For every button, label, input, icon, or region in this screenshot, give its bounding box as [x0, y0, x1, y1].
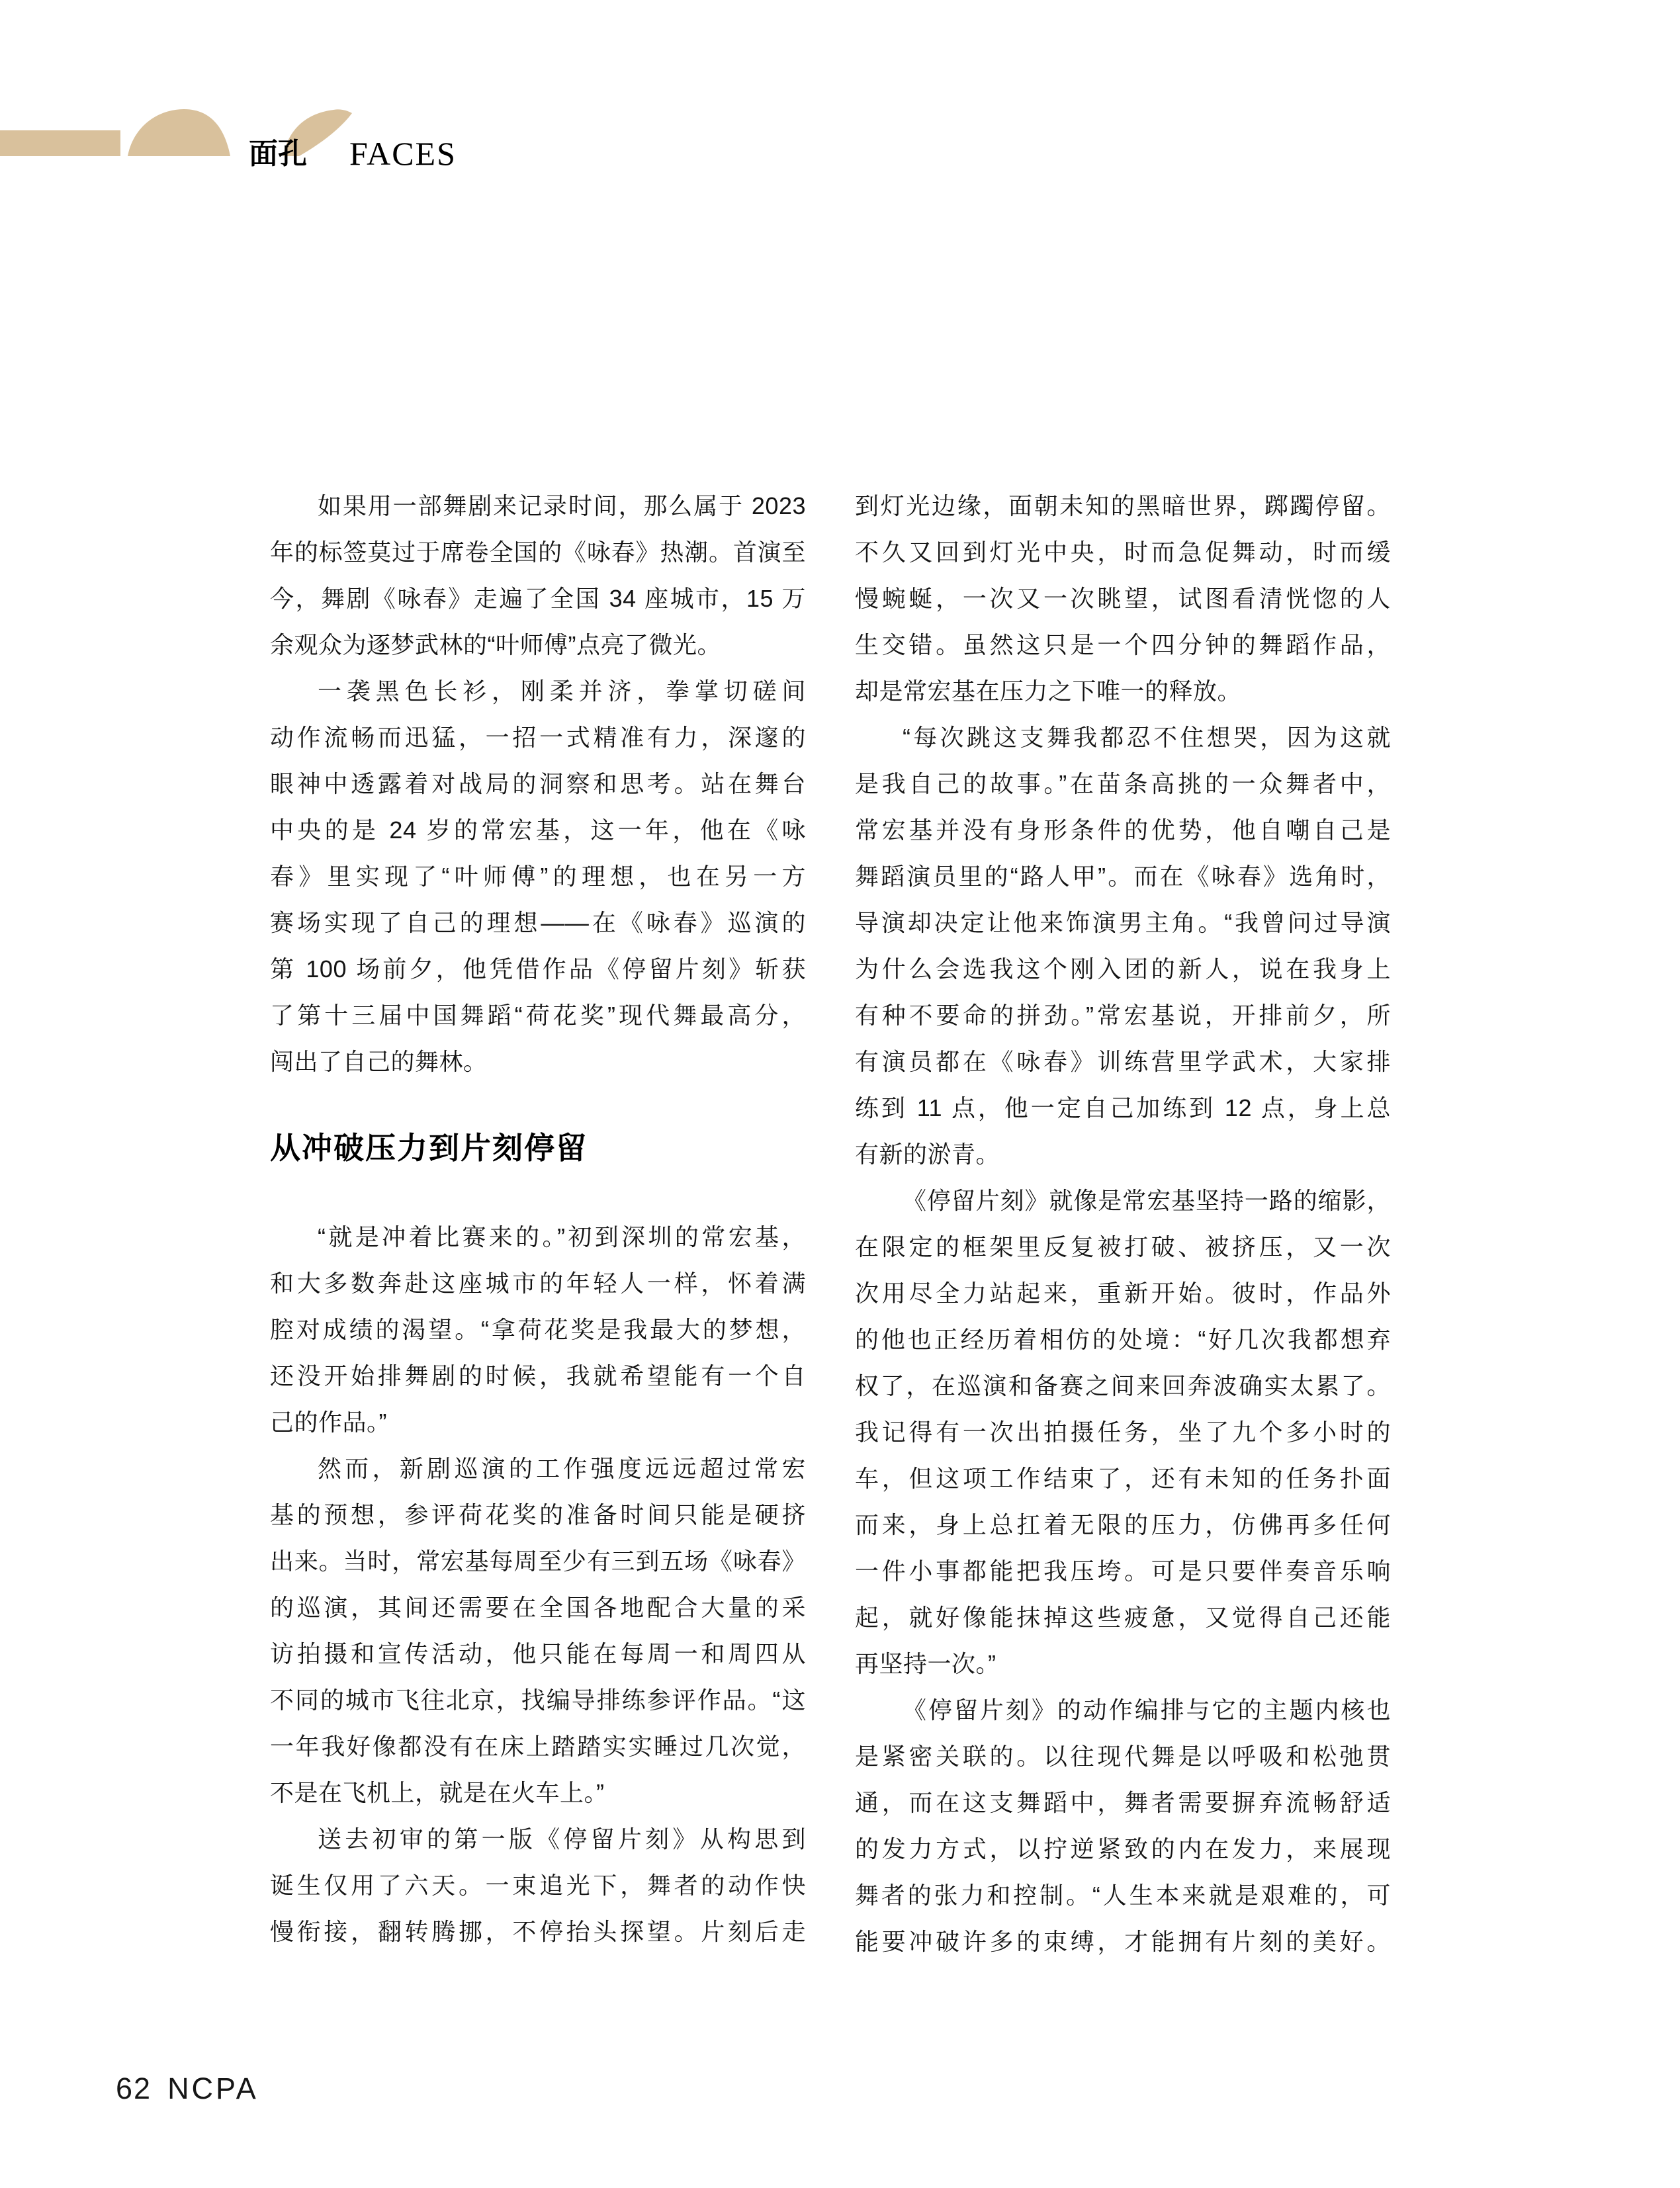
text-line: 《停留片刻》的动作编排与它的主题内核也: [903, 1696, 1391, 1724]
text-line: 车，但这项工作结束了，还有未知的任务扑面: [855, 1465, 1391, 1492]
text-line: 不是在飞机上，就是在火车上。”: [270, 1779, 605, 1806]
text-line: 再坚持一次。”: [855, 1650, 996, 1677]
section-heading: 从冲破压力到片刻停留: [270, 1131, 588, 1165]
text-line: 慢蜿蜒，一次又一次眺望，试图看清恍惚的人: [855, 585, 1391, 612]
text-line: 慢衔接，翻转腾挪，不停抬头探望。片刻后走: [270, 1918, 806, 1945]
text-line: 舞蹈演员里的“路人甲”。而在《咏春》选角时，: [855, 863, 1391, 890]
text-line: 赛场实现了自己的理想——在《咏春》巡演的: [270, 909, 806, 936]
text-line: 在限定的框架里反复被打破、被挤压，又一次: [855, 1233, 1391, 1260]
text-line: 是紧密关联的。以往现代舞是以呼吸和松弛贯: [855, 1743, 1391, 1770]
text-line: 余观众为逐梦武林的“叶师傅”点亮了微光。: [270, 631, 721, 658]
text-line: 年的标签莫过于席卷全国的《咏春》热潮。首演至: [270, 539, 806, 566]
text-line: 能要冲破许多的束缚，才能拥有片刻的美好。: [855, 1928, 1391, 1955]
text-line: 是我自己的故事。”在苗条高挑的一众舞者中，: [855, 770, 1391, 797]
text-line: 常宏基并没有身形条件的优势，他自嘲自己是: [855, 816, 1391, 844]
text-line: 导演却决定让他来饰演男主角。“我曾问过导演: [855, 909, 1391, 936]
text-line: 的巡演，其间还需要在全国各地配合大量的采: [270, 1594, 806, 1621]
section-title-en: FACES: [349, 135, 457, 172]
page-number: 62: [116, 2072, 152, 2105]
text-line: 访拍摄和宣传活动，他只能在每周一和周四从: [270, 1640, 806, 1667]
text-line: 的发力方式，以拧逆紧致的内在发力，来展现: [855, 1835, 1391, 1862]
text-line: “就是冲着比赛来的。”初到深圳的常宏基，: [318, 1223, 806, 1250]
text-line: “每次跳这支舞我都忍不住想哭，因为这就: [903, 724, 1391, 751]
text-line: 诞生仅用了六天。一束追光下，舞者的动作快: [270, 1872, 806, 1899]
text-line: 眼神中透露着对战局的洞察和思考。站在舞台: [270, 770, 806, 797]
text-line: 通，而在这支舞蹈中，舞者需要摒弃流畅舒适: [855, 1789, 1391, 1816]
text-line: 的他也正经历着相仿的处境：“好几次我都想弃: [855, 1326, 1391, 1353]
text-line: 中央的是 24 岁的常宏基，这一年，他在《咏: [270, 816, 806, 844]
text-line: 了第十三届中国舞蹈“荷花奖”现代舞最高分，: [270, 1002, 806, 1029]
text-line: 我记得有一次出拍摄任务，坐了九个多小时的: [855, 1419, 1391, 1446]
text-line: 有演员都在《咏春》训练营里学武术，大家排: [855, 1048, 1391, 1075]
text-line: 却是常宏基在压力之下唯一的释放。: [855, 678, 1242, 705]
text-line: 己的作品。”: [270, 1409, 387, 1436]
text-line: 第 100 场前夕，他凭借作品《停留片刻》斩获: [270, 955, 806, 983]
faces-logo-graphic: [0, 99, 503, 172]
text-line: 起，就好像能抹掉这些疲惫，又觉得自己还能: [855, 1604, 1391, 1631]
text-line: 一件小事都能把我压垮。可是只要伴奏音乐响: [855, 1557, 1391, 1585]
text-line: 到灯光边缘，面朝未知的黑暗世界，踯躅停留。: [855, 492, 1391, 519]
text-line: 有新的淤青。: [855, 1141, 1000, 1168]
text-line: 练到 11 点，他一定自己加练到 12 点，身上总: [855, 1094, 1391, 1121]
text-line: 动作流畅而迅猛，一招一式精准有力，深邃的: [270, 724, 806, 751]
text-line: 闯出了自己的舞林。: [270, 1048, 488, 1075]
text-line: 然而，新剧巡演的工作强度远远超过常宏: [318, 1455, 806, 1482]
text-line: 一袭黑色长衫，刚柔并济，拳掌切磋间: [318, 678, 806, 705]
text-line: 和大多数奔赴这座城市的年轻人一样，怀着满: [270, 1270, 806, 1297]
text-line: 生交错。虽然这只是一个四分钟的舞蹈作品，: [855, 631, 1391, 658]
text-line: 今，舞剧《咏春》走遍了全国 34 座城市，15 万: [270, 585, 806, 612]
text-line: 基的预想，参评荷花奖的准备时间只能是硬挤: [270, 1501, 806, 1528]
text-line: 次用尽全力站起来，重新开始。彼时，作品外: [855, 1280, 1391, 1307]
text-line: 如果用一部舞剧来记录时间，那么属于 2023: [318, 492, 806, 519]
text-line: 有种不要命的拼劲。”常宏基说，开排前夕，所: [855, 1002, 1391, 1029]
section-title-cn: 面孔: [249, 138, 307, 170]
text-line: 送去初审的第一版《停留片刻》从构思到: [318, 1825, 806, 1853]
text-line: 不久又回到灯光中央，时而急促舞动，时而缓: [855, 539, 1391, 566]
text-line: 权了，在巡演和备赛之间来回奔波确实太累了。: [855, 1372, 1391, 1399]
text-line: 还没开始排舞剧的时候，我就希望能有一个自: [270, 1362, 806, 1389]
text-line: 出来。当时，常宏基每周至少有三到五场《咏春》: [270, 1548, 806, 1575]
header-leaf-icon: [128, 109, 230, 156]
text-line: 为什么会选我这个刚入团的新人，说在我身上: [855, 955, 1391, 983]
text-line: 春》里实现了“叶师傅”的理想，也在另一方: [270, 863, 806, 890]
section-header: [0, 99, 503, 172]
text-line: 舞者的张力和控制。“人生本来就是艰难的，可: [855, 1882, 1391, 1909]
text-line: 不同的城市飞往北京，找编导排练参评作品。“这: [270, 1686, 806, 1714]
text-line: 而来，身上总扛着无限的压力，仿佛再多任何: [855, 1511, 1391, 1538]
header-bar-shape: [0, 130, 120, 156]
text-line: 一年我好像都没有在床上踏踏实实睡过几次觉，: [270, 1733, 806, 1760]
text-line: 腔对成绩的渴望。“拿荷花奖是我最大的梦想，: [270, 1316, 806, 1343]
brand-name: NCPA: [167, 2072, 259, 2105]
article-column-right: [855, 483, 1391, 1965]
page-footer: [116, 2070, 259, 2108]
article-column-left: [270, 483, 806, 1955]
text-line: 《停留片刻》就像是常宏基坚持一路的缩影，: [903, 1187, 1391, 1214]
